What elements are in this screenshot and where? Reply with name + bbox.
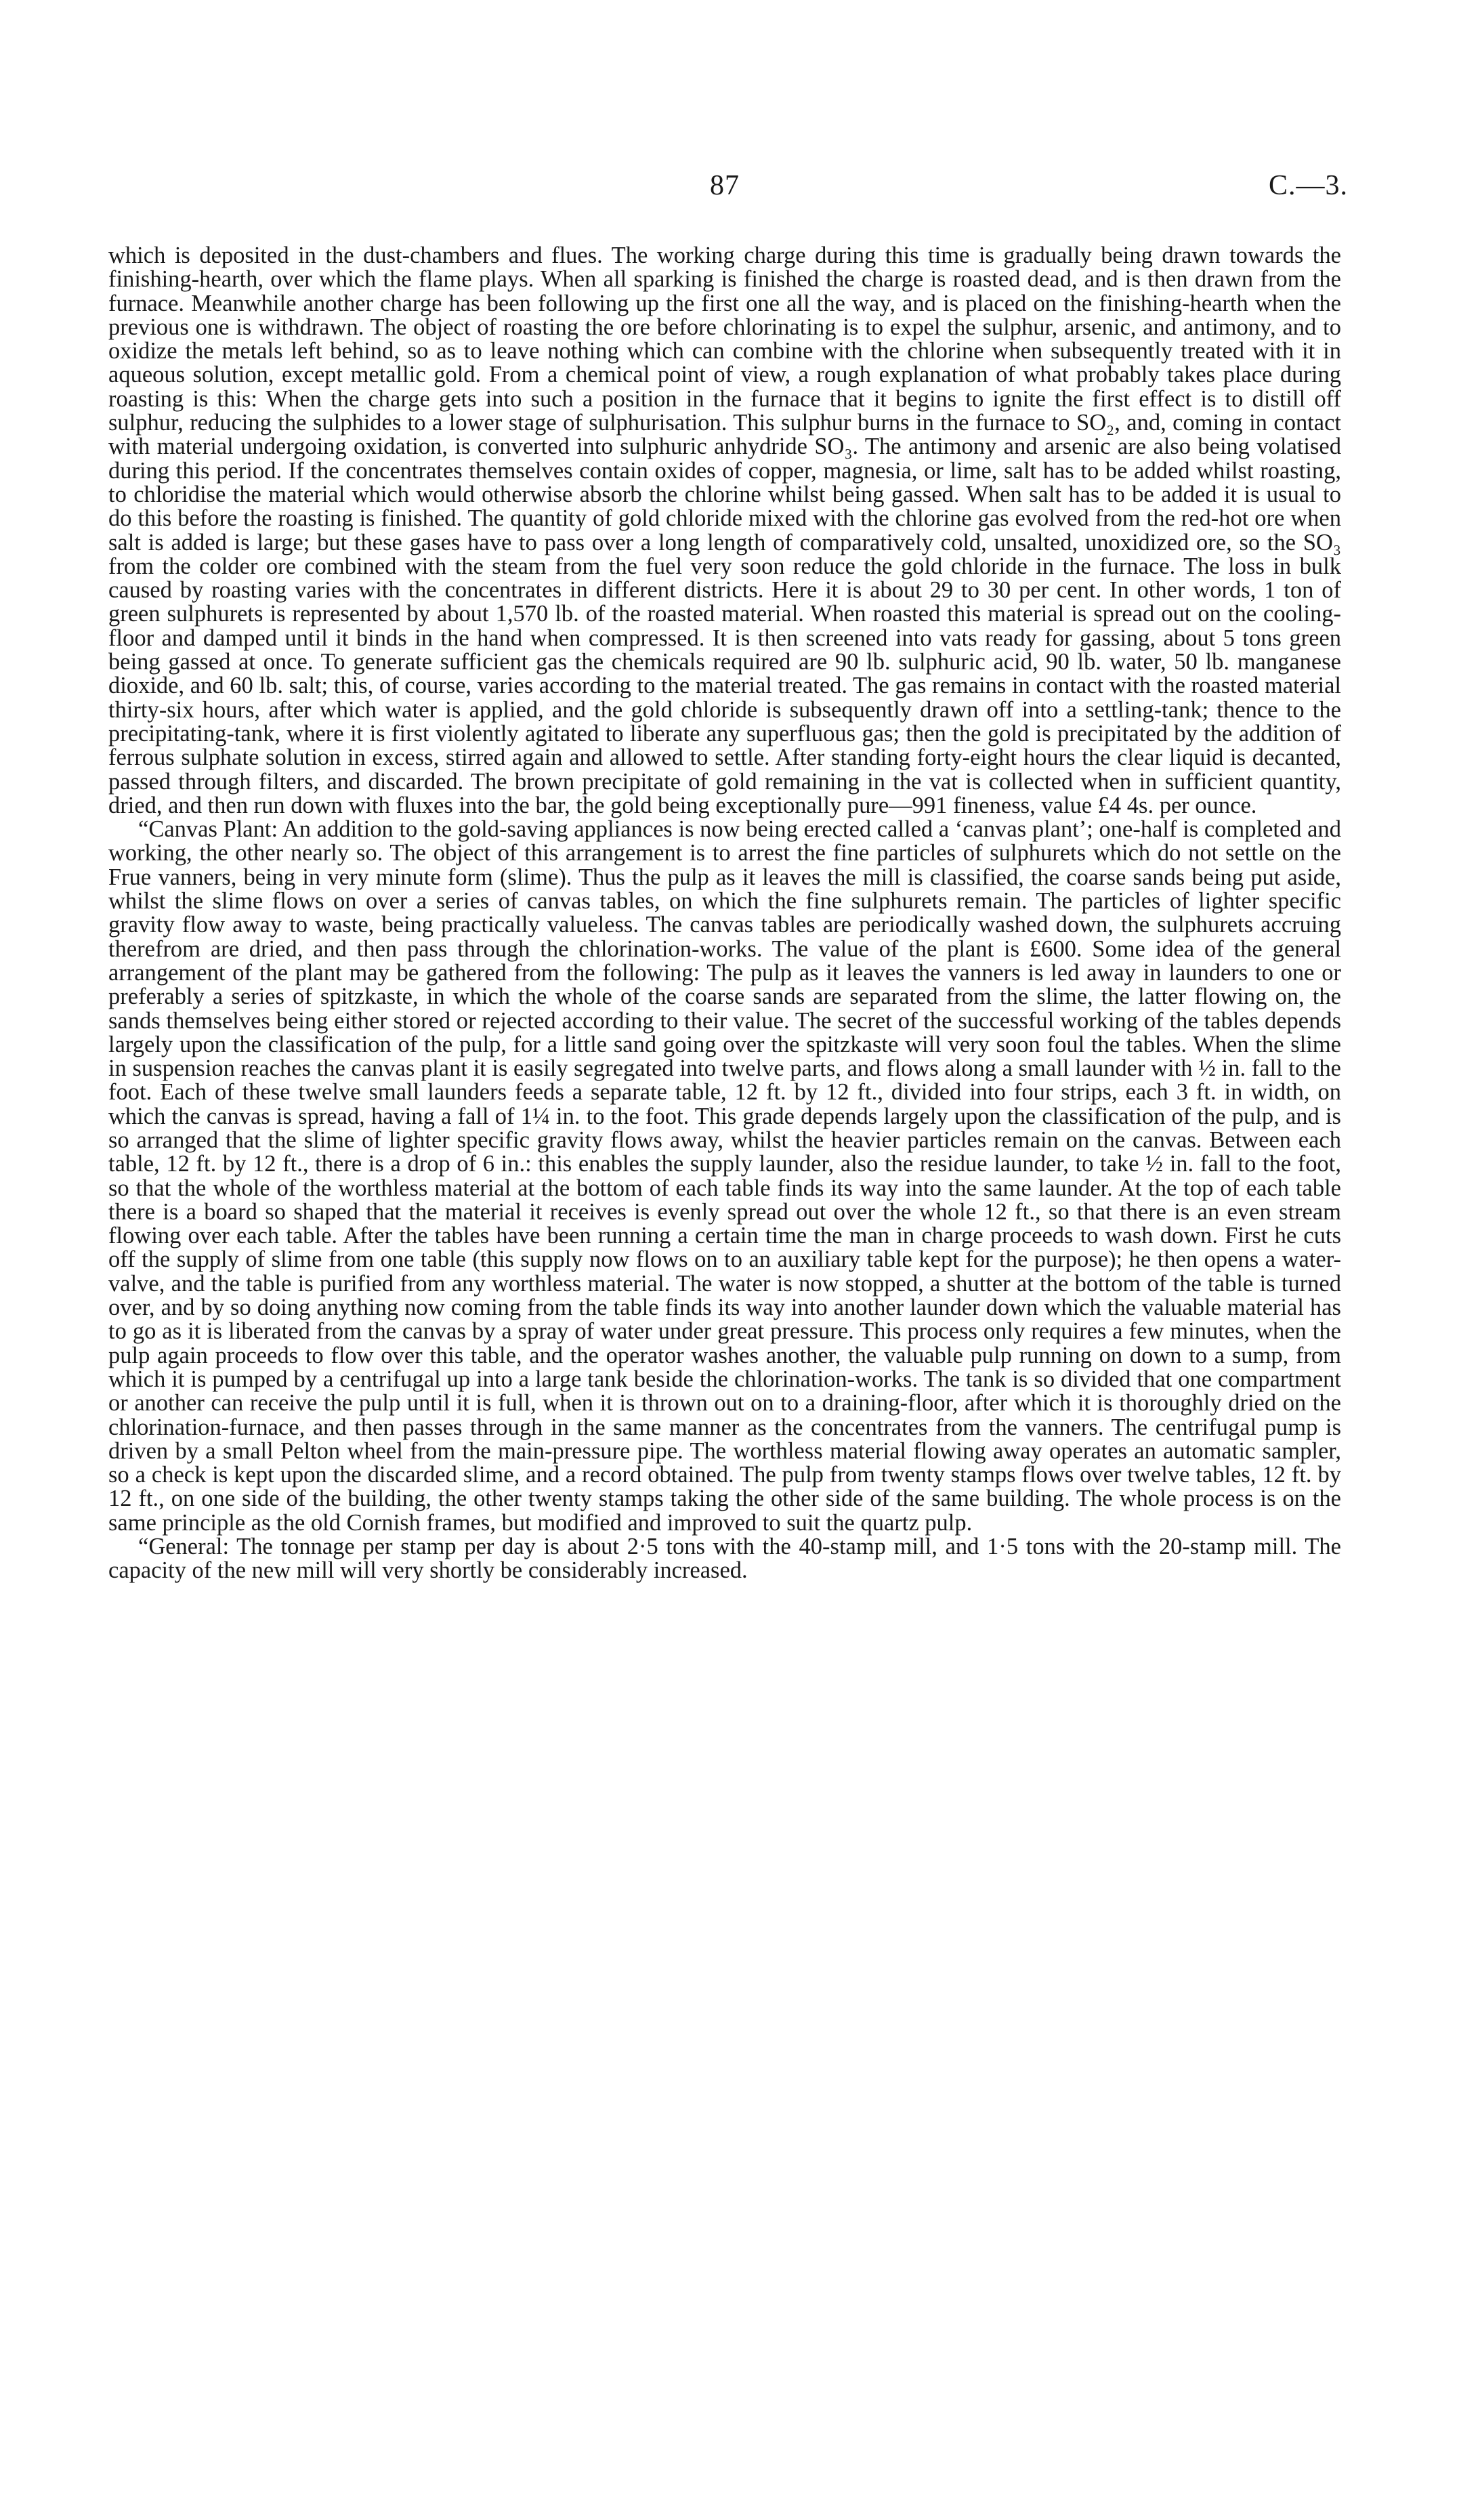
paragraph-canvas-plant: “Canvas Plant: An addition to the gold-saving appliances is now being erected called a ‘canvas plant’; one-half is completed and working, the other nearly so. The object of this arrangement is to arrest the fine particles of sulphurets which do not settle on the Frue vanners, being in very minute form (slime). Thus the pulp as it leaves the mill is classified, the coarse sands being put aside, whilst the slime flows on over a series of canvas tables, on which the fine sulphurets remain. The particles of lighter specific gravity flow away to waste, being practically valueless. The canvas tables are periodically washed down, the sulphurets accruing therefrom are dried, and then pass through the chlorination-works. The value of the plant is £600. Some idea of the general arrangement of the plant may be gathered from the following: The pulp as it leaves the vanners is led away in launders to one or preferably a series of spitzkaste, in which the whole of the coarse sands are separated from the slime, the latter flowing on, the sands themselves being either stored or rejected according to their value. The secret of the successful working of the tables depends largely upon the classification of the pulp, for a little sand going over the spitzkaste will very soon foul the tables. When the slime in suspension reaches the canvas plant it is easily segregated into twelve parts, and flows along a small launder with ½ in. fall to the foot. Each of these twelve small launders feeds a separate table, 12 ft. by 12 ft., divided into four strips, each 3 ft. in width, on which the canvas is spread, having a fall of 1¼ in. to the foot. This grade depends largely upon the classification of the pulp, and is so arranged that the slime of lighter specific gravity flows away, whilst the heavier particles remain on the canvas. Between each table, 12 ft. by 12 ft., there is a drop of 6 in.: this enables the supply launder, also the residue launder, to take ½ in. fall to the foot, so that the whole of the worthless material at the bottom of each table finds its way into the same launder. At the top of each table there is a board so shaped that the material it receives is evenly spread out over the whole 12 ft., so that there is an even stream flowing over each table. After the tables have been running a certain time the man in charge proceeds to wash down. First he cuts off the supply of slime from one table (this supply now flows on to an auxiliary table kept for the purpose); he then opens a water-valve, and the table is purified from any worthless material. The water is now stopped, a shutter at the bottom of the table is turned over, and by so doing anything now coming from the table finds its way into another launder down which the valuable material has to go as it is liberated from the canvas by a spray of water under great pressure. This process only requires a few minutes, when the pulp again proceeds to flow over this table, and the operator washes another, the valuable pulp running on down to a sump, from which it is pumped by a centrifugal up into a large tank beside the chlorination-works. The tank is so divided that one compartment or another can receive the pulp until it is full, when it is thrown out on to a draining-floor, after which it is thoroughly dried on the chlorination-furnace, and then passes through in the same manner as the concentrates from the vanners. The centrifugal pump is driven by a small Pelton wheel from the main-pressure pipe. The worthless material flowing away operates an automatic sampler, so a check is kept upon the discarded slime, and a record obtained. The pulp from twenty stamps flows over twelve tables, 12 ft. by 12 ft., on one side of the building, the other twenty stamps taking the other side of the same building. The whole process is on the same principle as the old Cornish frames, but modified and improved to suit the quartz pulp. — [108, 816, 1341, 1536]
paragraph-general: “General: The tonnage per stamp per day is about 2·5 tons with the 40-stamp mill, and 1·5 tons with the 20-stamp mill. The capacity of the new mill will very shortly be considerably increased. — [108, 1534, 1341, 1584]
document-page — [108, 169, 1348, 1584]
body-text — [108, 244, 1341, 1583]
page-number: 87 — [710, 170, 740, 201]
document-reference: C.—3. — [1268, 170, 1348, 201]
page-header — [108, 169, 1348, 213]
paragraph-roasting: which is deposited in the dust-chambers and flues. The working charge during this time is gradually being drawn towards the finishing-hearth, over which the flame plays. When all sparking is finished the charge is roasted dead, and is then drawn from the furnace. Meanwhile another charge has been following up the first one all the way, and is placed on the finishing-hearth when the previous one is withdrawn. The object of roasting the ore before chlorinating is to expel the sulphur, arsenic, and antimony, and to oxidize the metals left behind, so as to leave nothing which can combine with the chlorine when subsequently treated with it in aqueous solution, except metallic gold. From a chemical point of view, a rough explanation of what probably takes place during roasting is this: When the charge gets into such a position in the furnace that it begins to ignite the first effect is to distill off sulphur, reducing the sulphides to a lower stage of sulphurisation. This sulphur burns in the furnace to SO₂, and, coming in contact with material undergoing oxidation, is converted into sulphuric anhydride SO₃. The antimony and arsenic are also being volatised during this period. If the concentrates themselves contain oxides of copper, magnesia, or lime, salt has to be added whilst roasting, to chloridise the material which would otherwise absorb the chlorine whilst being gassed. When salt has to be added it is usual to do this before the roasting is finished. The quantity of gold chloride mixed with the chlorine gas evolved from the red-hot ore when salt is added is large; but these gases have to pass over a long length of comparatively cold, unsalted, unoxidized ore, so the SO₃ from the colder ore combined with the steam from the fuel very soon reduce the gold chloride in the furnace. The loss in bulk caused by roasting varies with the concentrates in different districts. Here it is about 29 to 30 per cent. In other words, 1 ton of green sulphurets is represented by about 1,570 lb. of the roasted material. When roasted this material is spread out on the cooling-floor and damped until it binds in the hand when compressed. It is then screened into vats ready for gassing, about 5 tons green being gassed at once. To generate sufficient gas the chemicals required are 90 lb. sulphuric acid, 90 lb. water, 50 lb. manganese dioxide, and 60 lb. salt; this, of course, varies according to the material treated. The gas remains in contact with the roasted material thirty-six hours, after which water is applied, and the gold chloride is subsequently drawn off into a settling-tank; thence to the precipitating-tank, where it is first violently agitated to liberate any superfluous gas; then the gold is precipitated by the addition of ferrous sulphate solution in excess, stirred again and allowed to settle. After standing forty-eight hours the clear liquid is decanted, passed through filters, and discarded. The brown precipitate of gold remaining in the vat is collected when in sufficient quantity, dried, and then run down with fluxes into the bar, the gold being exceptionally pure—991 fineness, value £4 4s. per ounce. — [108, 243, 1341, 818]
